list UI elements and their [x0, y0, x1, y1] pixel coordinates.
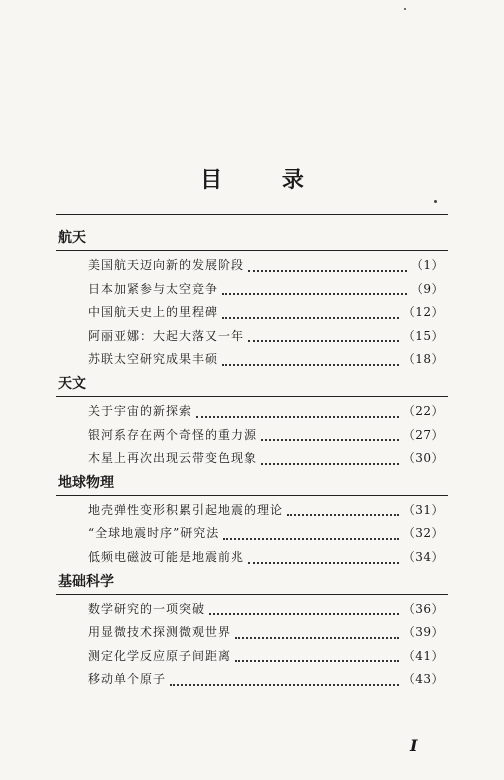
dot-leader	[209, 613, 399, 615]
entry-page: （30）	[402, 451, 444, 466]
entry-title: 木星上再次出现云带变色现象	[88, 451, 258, 466]
entry-title: 美国航天迈向新的发展阶段	[88, 258, 245, 272]
entry-page: （1）	[410, 258, 444, 272]
toc-entry[interactable]	[0, 499, 504, 523]
entry-page: （34）	[402, 549, 444, 564]
page-number: I	[410, 736, 418, 755]
dot-leader	[222, 317, 399, 319]
entry-title: 移动单个原子	[88, 672, 167, 687]
toc-entry[interactable]	[0, 522, 504, 546]
entry-title: 阿丽亚娜：大起大落又一年	[88, 328, 245, 343]
toc-entry[interactable]	[0, 254, 504, 278]
entry-page: （36）	[402, 601, 444, 616]
section-heading	[0, 226, 504, 250]
page-title: 目 录	[200, 168, 330, 193]
entry-title: 测定化学反应原子间距离	[88, 648, 232, 663]
dot-leader	[248, 340, 399, 342]
dot-leader	[287, 514, 399, 516]
dot-leader	[222, 364, 399, 366]
entry-title: 苏联太空研究成果丰硕	[88, 352, 219, 367]
section-heading	[0, 372, 504, 396]
entry-page: （22）	[402, 403, 444, 418]
entry-page: （31）	[402, 502, 444, 517]
section-heading-text: 地球物理	[58, 474, 114, 491]
entry-page: （12）	[402, 305, 444, 320]
dot-leader	[261, 463, 399, 465]
dot-leader	[235, 660, 399, 662]
title-rule	[56, 214, 448, 215]
entry-title: 中国航天史上的里程碑	[88, 305, 219, 320]
entry-title: 日本加紧参与太空竞争	[88, 281, 219, 296]
entry-page: （41）	[402, 648, 444, 663]
section-rule	[56, 250, 448, 251]
toc-entry[interactable]	[0, 325, 504, 349]
toc-entry[interactable]	[0, 546, 504, 570]
toc-entry[interactable]	[0, 621, 504, 645]
entry-title: 地壳弹性变形积累引起地震的理论	[88, 502, 284, 517]
section-heading	[0, 471, 504, 495]
table-of-contents	[0, 226, 504, 692]
section-heading-text: 天文	[58, 375, 86, 392]
entry-title: 低频电磁波可能是地震前兆	[88, 549, 245, 564]
dot-leader	[235, 637, 399, 639]
toc-entry[interactable]	[0, 278, 504, 302]
scan-speck	[404, 8, 406, 10]
entry-page: （32）	[402, 526, 444, 541]
toc-entry[interactable]	[0, 598, 504, 622]
toc-entry[interactable]	[0, 447, 504, 471]
dot-leader	[223, 538, 398, 540]
section-heading	[0, 570, 504, 594]
dot-leader	[248, 270, 407, 272]
dot-leader	[196, 416, 399, 418]
toc-entry[interactable]	[0, 301, 504, 325]
dot-leader	[248, 562, 399, 564]
toc-section	[0, 372, 504, 471]
entry-title: 关于宇宙的新探索	[88, 403, 193, 418]
entry-page: （18）	[402, 352, 444, 367]
dot-leader	[222, 293, 407, 295]
section-rule	[56, 495, 448, 496]
toc-entry[interactable]	[0, 668, 504, 692]
toc-section	[0, 471, 504, 570]
entry-page: （27）	[402, 427, 444, 442]
section-heading-text: 航天	[58, 230, 86, 246]
entry-page: （43）	[402, 672, 444, 687]
toc-entry[interactable]	[0, 424, 504, 448]
scan-speck	[434, 200, 437, 203]
section-rule	[56, 396, 448, 397]
entry-title: 数学研究的一项突破	[88, 601, 206, 616]
toc-entry[interactable]	[0, 348, 504, 372]
dot-leader	[170, 684, 399, 686]
toc-section	[0, 570, 504, 692]
entry-title: 银河系存在两个奇怪的重力源	[88, 427, 258, 442]
toc-entry[interactable]	[0, 645, 504, 669]
entry-page: （9）	[410, 281, 444, 296]
entry-page: （15）	[402, 328, 444, 343]
dot-leader	[261, 439, 399, 441]
toc-section	[0, 226, 504, 372]
toc-entry[interactable]	[0, 400, 504, 424]
entry-page: （39）	[402, 625, 444, 640]
section-heading-text: 基础科学	[58, 573, 114, 590]
section-rule	[56, 594, 448, 595]
entry-title: “全球地震时序”研究法	[88, 526, 220, 541]
entry-title: 用显微技术探测微观世界	[88, 625, 232, 640]
